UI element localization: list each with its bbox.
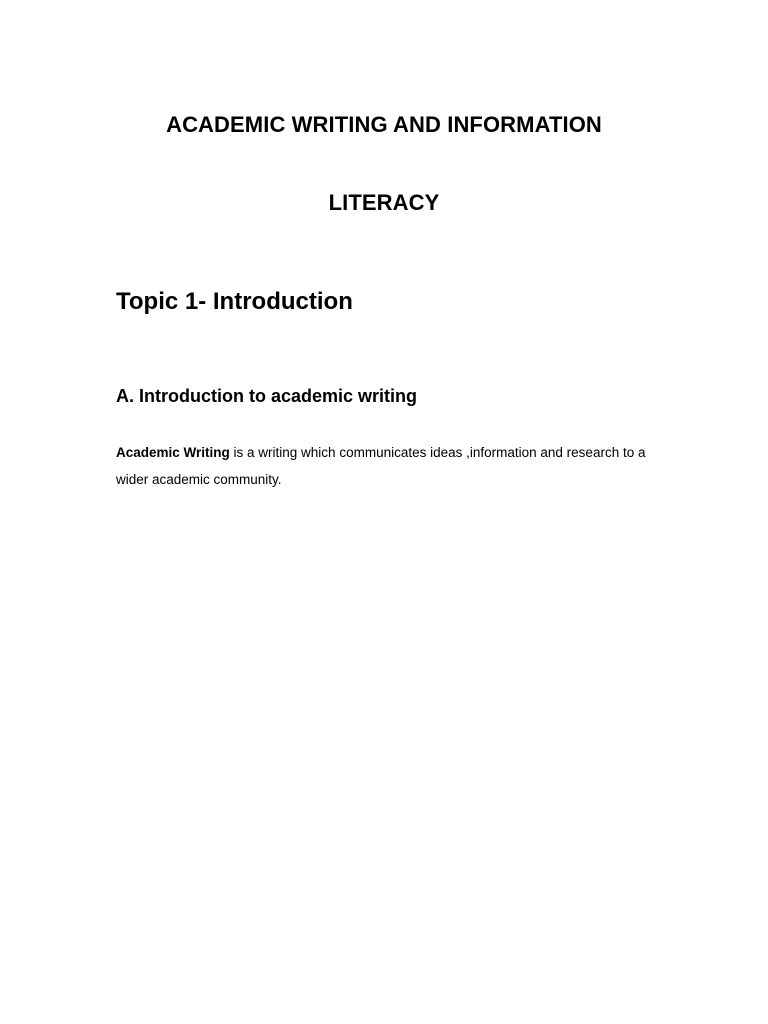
topic-heading: Topic 1- Introduction (116, 288, 353, 315)
body-paragraph (116, 439, 661, 493)
document-title-line-2: LITERACY (328, 190, 440, 215)
section-heading: A. Introduction to academic writing (116, 386, 418, 406)
paragraph-text: is a writing which communicates ideas ,information and research to a wider academic community. (116, 445, 646, 487)
document-title-line-1: ACADEMIC WRITING AND INFORMATION (166, 112, 602, 137)
defined-term: Academic Writing (116, 445, 230, 460)
